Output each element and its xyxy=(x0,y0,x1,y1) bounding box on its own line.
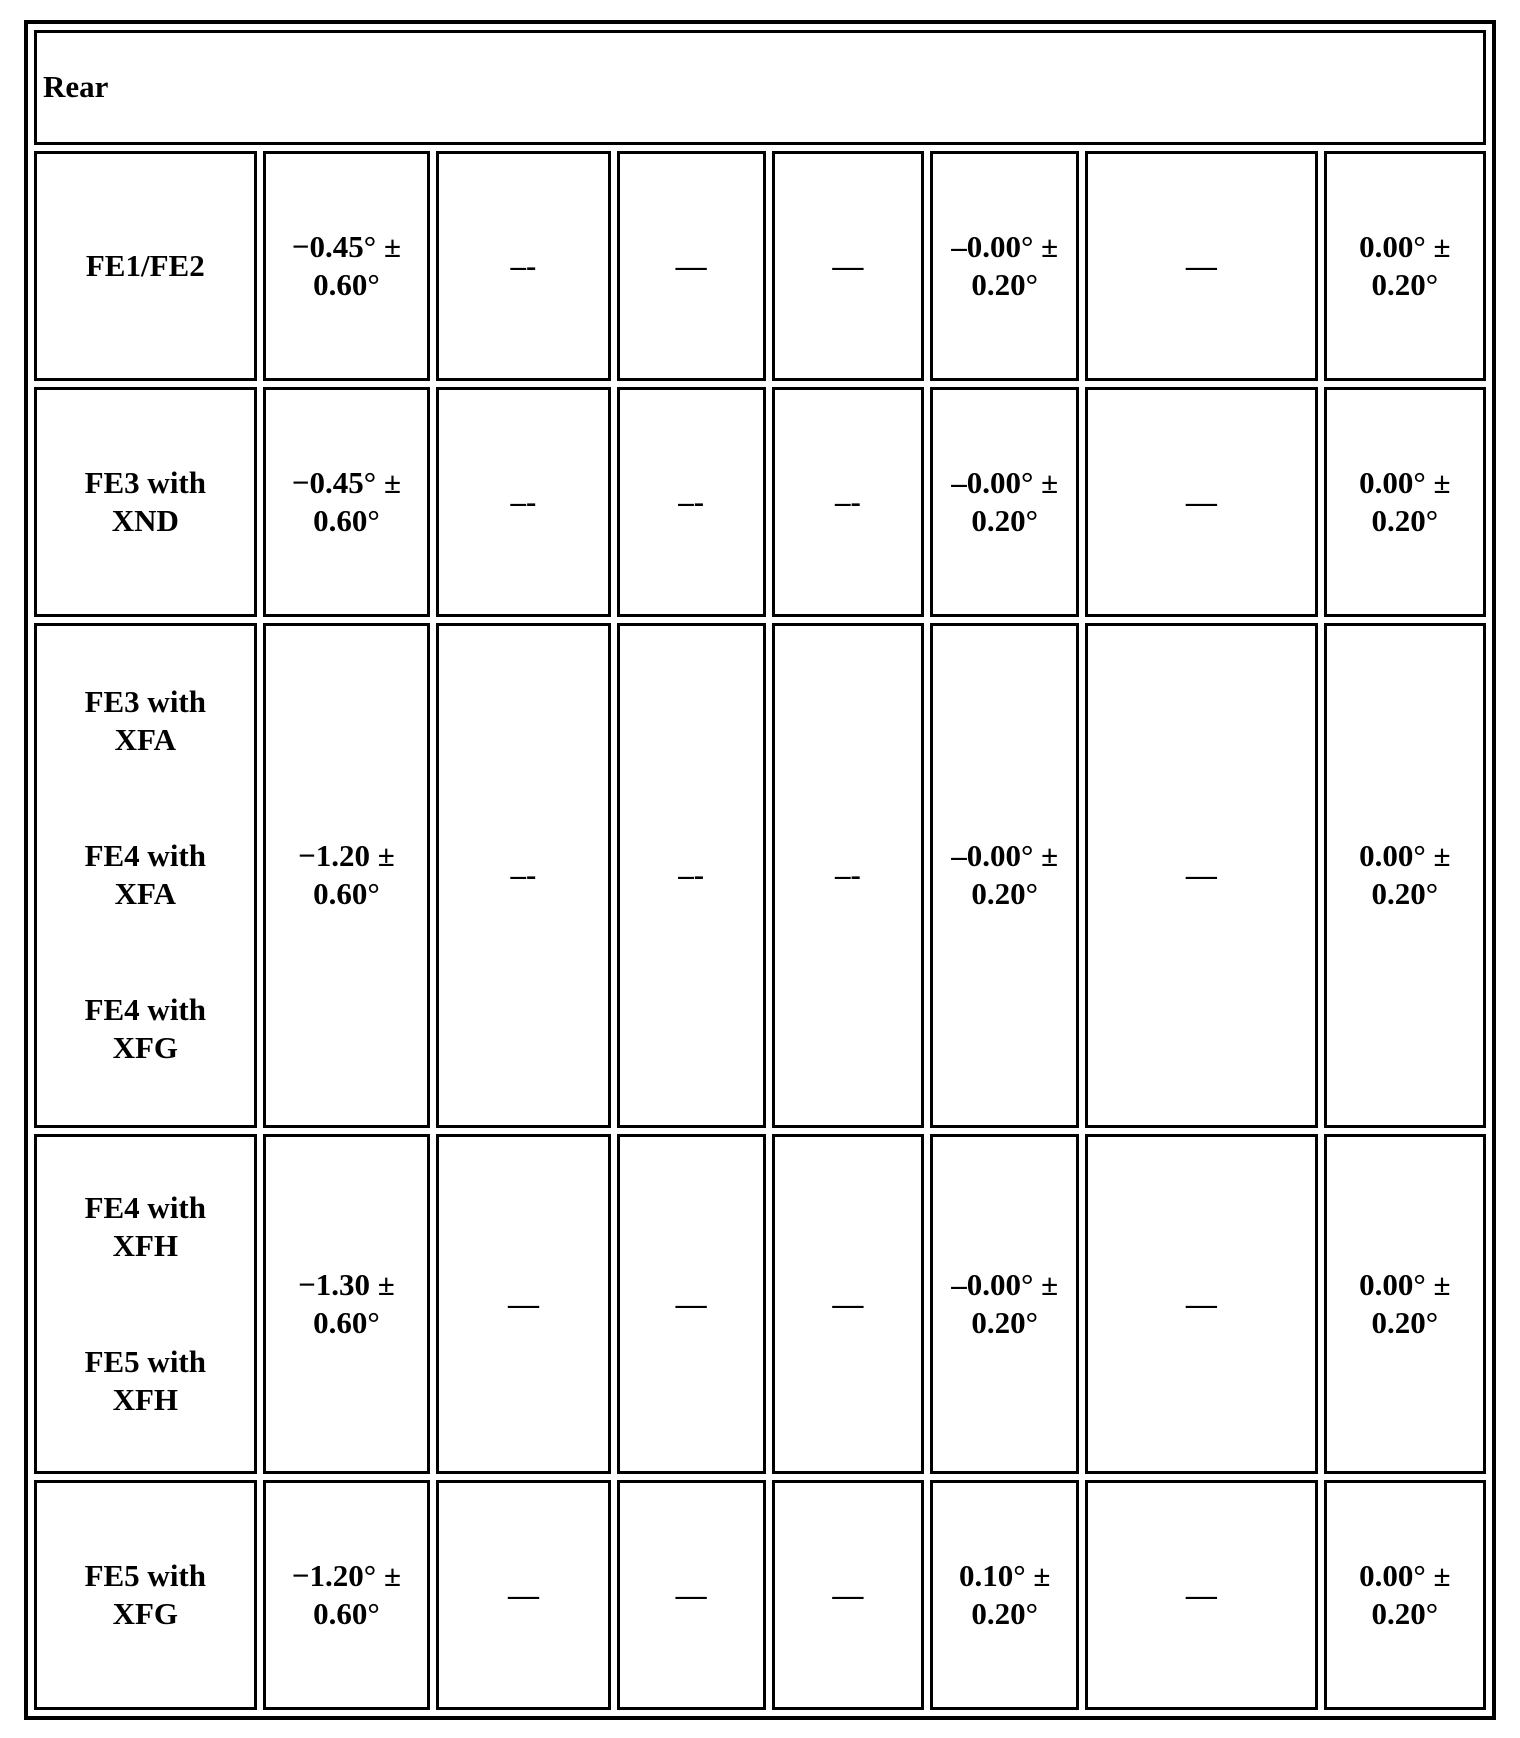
value-cell: 0.00° ± 0.20° xyxy=(1324,387,1486,617)
value-cell: — xyxy=(617,1480,766,1710)
row-label-cell xyxy=(34,1134,257,1474)
value-cell: — xyxy=(1085,623,1317,1128)
table-row xyxy=(34,1134,1486,1474)
value-cell: — xyxy=(617,151,766,381)
value-cell: −0.45° ± 0.60° xyxy=(263,151,431,381)
value-cell: — xyxy=(617,1134,766,1474)
row-label: FE5 with XFH xyxy=(84,1343,206,1417)
row-label: FE3 with XND xyxy=(84,464,206,538)
value-cell: — xyxy=(1085,1134,1317,1474)
value-cell: 0.00° ± 0.20° xyxy=(1324,623,1486,1128)
value-cell: –- xyxy=(617,623,766,1128)
value-cell: 0.00° ± 0.20° xyxy=(1324,1134,1486,1474)
value-cell: –- xyxy=(436,387,610,617)
row-label: FE1/FE2 xyxy=(85,247,205,283)
value-cell: — xyxy=(772,1134,924,1474)
value-cell: –0.00° ± 0.20° xyxy=(930,623,1079,1128)
value-cell: –- xyxy=(617,387,766,617)
table-row xyxy=(34,387,1486,617)
value-cell: −1.30 ± 0.60° xyxy=(263,1134,431,1474)
row-label: FE3 with XFA xyxy=(84,684,206,758)
value-cell: — xyxy=(436,1134,610,1474)
value-cell: −1.20° ± 0.60° xyxy=(263,1480,431,1710)
value-cell: — xyxy=(1085,387,1317,617)
row-label: FE5 with XFG xyxy=(84,1558,206,1632)
value-cell: −0.45° ± 0.60° xyxy=(263,387,431,617)
row-label: FE4 with XFG xyxy=(84,992,206,1066)
row-label-cell xyxy=(34,623,257,1128)
section-row xyxy=(34,30,1486,145)
value-cell: — xyxy=(772,151,924,381)
table-row xyxy=(34,1480,1486,1710)
value-cell: — xyxy=(772,1480,924,1710)
value-cell: –0.00° ± 0.20° xyxy=(930,1134,1079,1474)
value-cell: — xyxy=(436,1480,610,1710)
row-label-cell xyxy=(34,151,257,381)
value-cell: –0.00° ± 0.20° xyxy=(930,387,1079,617)
row-label: FE4 with XFA xyxy=(84,838,206,912)
row-label: FE4 with XFH xyxy=(84,1189,206,1263)
value-cell: 0.10° ± 0.20° xyxy=(930,1480,1079,1710)
value-cell: –- xyxy=(436,623,610,1128)
value-cell: 0.00° ± 0.20° xyxy=(1324,1480,1486,1710)
value-cell: 0.00° ± 0.20° xyxy=(1324,151,1486,381)
value-cell: — xyxy=(1085,1480,1317,1710)
table-row xyxy=(34,623,1486,1128)
table-row xyxy=(34,151,1486,381)
value-cell: –- xyxy=(772,387,924,617)
row-label-cell xyxy=(34,387,257,617)
value-cell: –- xyxy=(772,623,924,1128)
value-cell: –- xyxy=(436,151,610,381)
value-cell: — xyxy=(1085,151,1317,381)
row-label-cell xyxy=(34,1480,257,1710)
section-label: Rear xyxy=(34,30,1486,145)
value-cell: −1.20 ± 0.60° xyxy=(263,623,431,1128)
value-cell: –0.00° ± 0.20° xyxy=(930,151,1079,381)
specification-table xyxy=(24,20,1496,1720)
